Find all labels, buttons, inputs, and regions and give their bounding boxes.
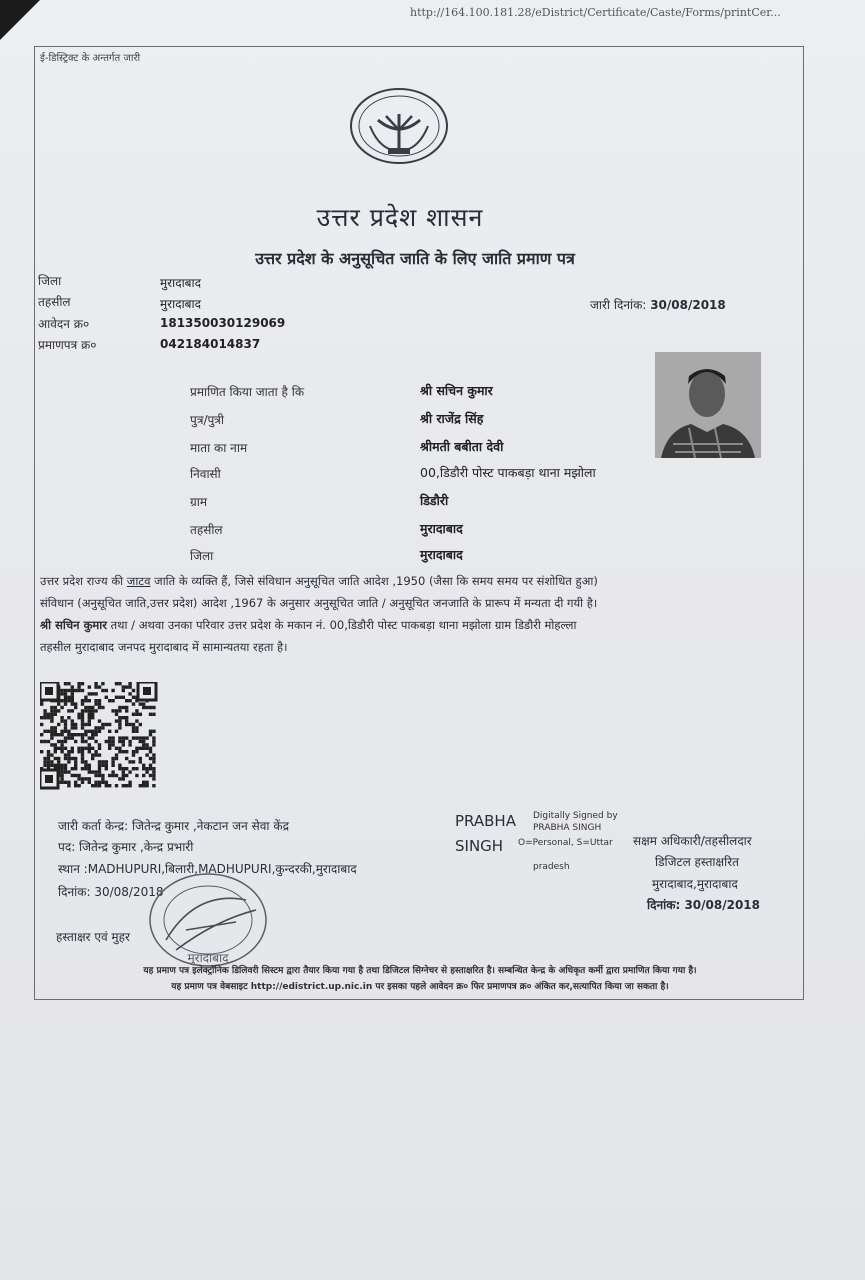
officer-date: दिनांक: 30/08/2018: [647, 898, 761, 912]
village-label: ग्राम: [190, 495, 208, 509]
applicant-name: श्री सचिन कुमार: [420, 383, 493, 398]
details-tehsil-value: मुरादाबाद: [420, 521, 463, 536]
caste-name: जाटव: [126, 574, 151, 588]
mother-name: श्रीमती बबीता देवी: [420, 439, 504, 454]
issuer-place: स्थान :MADHUPURI,बिलारी,MADHUPURI,कुन्दरकी,मुरादाबाद: [58, 862, 357, 876]
applicant-name-inline: श्री सचिन कुमार: [40, 618, 107, 632]
footer-note-2: यह प्रमाण पत्र वेबसाइट http://edistrict.up.nic.in पर इसका पहले आवेदन क्र० फिर प्रमाणपत्र क्र० अंकित कर,सत्यापित किया जा सकता है।: [171, 982, 669, 992]
application-number-label: आवेदन क्र०: [38, 317, 90, 331]
centre-stamp: [146, 870, 270, 970]
details-district-value: मुरादाबाद: [420, 547, 463, 562]
parent-label: पुत्र/पुत्री: [190, 413, 225, 427]
up-government-emblem-icon: [348, 86, 450, 166]
village-value: डिडौरी: [420, 493, 449, 508]
signer-name-small: PRABHA SINGH: [533, 823, 602, 833]
certificate-title: उत्तर प्रदेश के अनुसूचित जाति के लिए जाति प्रमाण पत्र: [255, 249, 575, 268]
statement-text: उत्तर प्रदेश राज्य की: [40, 574, 127, 588]
signer-name-line-1: PRABHA: [455, 812, 516, 830]
issue-date-value: 30/08/2018: [650, 298, 726, 312]
issuing-centre: जारी कर्ता केन्द्र: जितेन्द्र कुमार ,नेकटान जन सेवा केंद्र: [58, 819, 289, 833]
print-url: http://164.100.181.28/eDistrict/Certificate/Caste/Forms/printCer...: [410, 6, 781, 19]
digital-signer-name: [455, 809, 516, 859]
caste-statement-line-2: संविधान (अनुसूचित जाति,उत्तर प्रदेश) आदेश ,1967 के अनुसार अनुसूचित जाति / अनुसूचित जनजाति के प्रारूप में मन्यता दी गयी है।: [40, 596, 598, 610]
competent-officer-title: सक्षम अधिकारी/तहसीलदार: [633, 834, 752, 848]
digitally-signed-text: डिजिटल हस्ताक्षरित: [655, 855, 739, 869]
resident-address: 00,डिडौरी पोस्ट पाकबड़ा थाना मझोला: [420, 465, 596, 480]
resident-label: निवासी: [190, 467, 221, 481]
stamp-text: मुरादाबाद: [187, 951, 229, 965]
statement-text: तथा / अथवा उनका परिवार उत्तर प्रदेश के मकान नं. 00,डिडौरी पोस्ट पाकबड़ा थाना मझोला ग्राम डिडौरी मोहल्ला: [106, 618, 577, 632]
page-corner-fold: [0, 0, 40, 40]
caste-statement-line-1: [40, 570, 770, 592]
district-value: मुरादाबाद: [160, 276, 202, 290]
edistrict-note: ई-डिस्ट्रिक्ट के अन्तर्गत जारी: [40, 53, 141, 64]
caste-statement-line-4: तहसील मुरादाबाद जनपद मुरादाबाद में सामान्यतया रहता है।: [40, 640, 288, 654]
parent-name: श्री राजेंद्र सिंह: [420, 411, 484, 426]
statement-text: जाति के व्यक्ति हैं, जिसे संविधान अनुसूचित जाति आदेश ,1950 (जैसा कि समय समय पर संशोधित हुआ): [150, 574, 598, 588]
signature-seal-label: हस्ताक्षर एवं मुहर: [56, 930, 130, 944]
issue-date-label: जारी दिनांक:: [590, 298, 647, 312]
application-number-value: 181350030129069: [160, 316, 286, 330]
officer-place: मुरादाबाद,मुरादाबाद: [652, 877, 738, 891]
district-label: जिला: [38, 274, 62, 288]
details-district-label: जिला: [190, 549, 214, 563]
signer-dn: O=Personal, S=Uttar: [518, 838, 613, 848]
mother-label: माता का नाम: [190, 441, 248, 455]
issue-date: [590, 296, 726, 313]
details-tehsil-label: तहसील: [190, 523, 223, 537]
issuer-date: दिनांक: 30/08/2018: [58, 885, 164, 899]
tehsil-value: मुरादाबाद: [160, 297, 202, 311]
certificate-number-value: 042184014837: [160, 337, 261, 351]
tehsil-label: तहसील: [38, 295, 71, 309]
applicant-photo: [655, 352, 761, 458]
signer-dn-continued: pradesh: [533, 862, 570, 872]
certificate-number-label: प्रमाणपत्र क्र०: [38, 338, 97, 352]
issuer-post: पद: जितेन्द्र कुमार ,केन्द्र प्रभारी: [58, 840, 194, 854]
certify-label: प्रमाणित किया जाता है कि: [190, 385, 305, 399]
qr-code: [40, 682, 158, 790]
digitally-signed-by: Digitally Signed by: [533, 811, 618, 821]
caste-statement-line-3: [40, 614, 770, 636]
government-title: उत्तर प्रदेश शासन: [316, 203, 484, 232]
footer-note-1: यह प्रमाण पत्र इलेक्ट्रॉनिक डिलिवरी सिस्टम द्वारा तैयार किया गया है तथा डिजिटल सिग्नेचर से हस्ताक्षरित है। सम्बन्धित केन्द्र के अधिकृत कर्मी द्वारा प्रमाणित किया गया है।: [143, 966, 697, 976]
signer-name-line-2: SINGH: [455, 837, 504, 855]
